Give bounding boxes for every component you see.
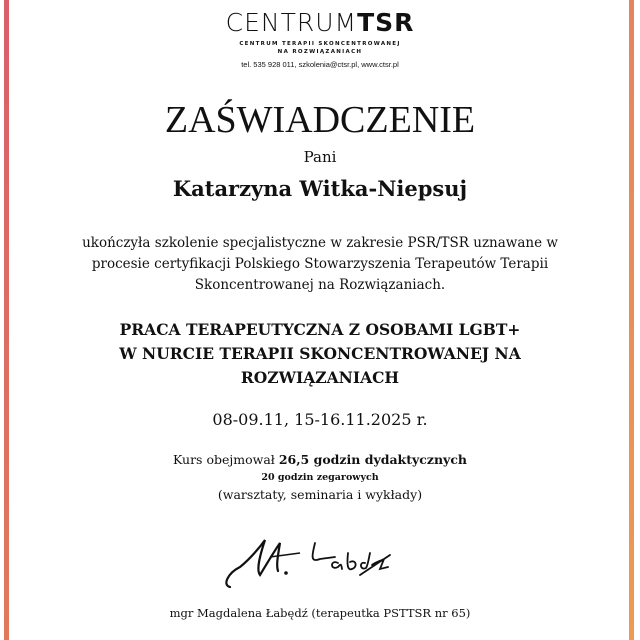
salutation: Pani [303, 148, 337, 166]
document-title: ZAŚWIADCZENIE [164, 99, 476, 141]
logo-subtitle: CENTRUM TERAPII SKONCENTROWANEJ NA ROZWIĄZANIACH [239, 41, 401, 55]
course-forms: (warsztaty, seminaria i wykłady) [217, 487, 423, 502]
course-title: PRACA TERAPEUTYCZNA Z OSOBAMI LGBT+ W NURCIE TERAPII SKONCENTROWANEJ NA ROZWIĄZANIACH [119, 320, 521, 387]
signer-name: mgr Magdalena Łabędź (terapeutka PSTTSR nr 65) [169, 606, 471, 620]
course-hours: Kurs obejmował 26,5 godzin dydaktycznych [172, 452, 468, 467]
recipient-name: Katarzyna Witka-Niepsuj [172, 176, 468, 201]
clock-hours: 20 godzin zegarowych [261, 472, 379, 483]
course-dates: 08-09.11, 15-16.11.2025 r. [212, 410, 428, 429]
signature [220, 535, 420, 595]
contact-info: tel. 535 928 011, szkolenia@ctsr.pl, www.ctsr.pl [241, 60, 399, 69]
body-text: ukończyła szkolenie specjalistyczne w zakresie PSR/TSR uznawane w procesie certyfikacji Polskiego Stowarzyszenia Terapeutów Terapii Skoncentrowanej na Rozwiązaniach. [82, 235, 558, 293]
logo: CENTRUMTSR [225, 8, 415, 37]
